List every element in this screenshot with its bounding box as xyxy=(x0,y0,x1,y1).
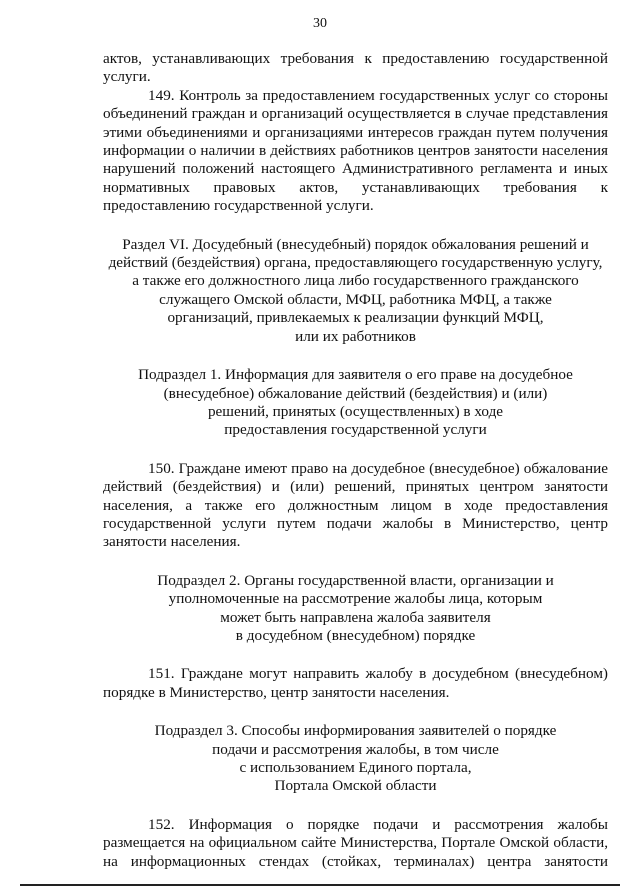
heading-line: в досудебном (внесудебном) порядке xyxy=(235,626,476,644)
paragraph-149: 149. Контроль за предоставлением государственных услуг со стороны объединений граждан и организаций осуществляется в случае представления этими объединениями и организациями интересов граждан путем получения информации о наличии в действиях работников центров занятости населения нарушений положений настоящего Административного регламента и иных нормативных правовых актов, устанавливающих требования к предоставлению государственной услуги. xyxy=(103,86,608,215)
heading-line: уполномоченные на рассмотрение жалобы лица, которым xyxy=(168,590,543,608)
page-number: 30 xyxy=(313,16,327,31)
subsection-heading-3 xyxy=(103,722,608,796)
heading-line: Подраздел 1. Информация для заявителя о его праве на досудебное xyxy=(138,366,573,384)
heading-line: Подраздел 2. Органы государственной власти, организации и xyxy=(157,571,554,589)
heading-line: действий (бездействия) органа, предоставляющего государственную услугу, xyxy=(108,254,603,272)
heading-line: может быть направлена жалоба заявителя xyxy=(220,608,491,626)
heading-line: служащего Омской области, МФЦ, работника МФЦ, а также xyxy=(159,290,552,308)
subsection-heading-1 xyxy=(103,366,608,440)
paragraph-150: 150. Граждане имеют право на досудебное (внесудебное) обжалование действий (бездействия) и (или) решений, принятых центром занятости населения, а также его должностным лицом в ходе предоставления государственной услуги путем подачи жалобы в Министерство, центр занятости населения. xyxy=(103,459,608,551)
paragraph-151: 151. Граждане могут направить жалобу в досудебном (внесудебном) порядке в Министерство, центр занятости населения. xyxy=(103,665,608,701)
heading-line: решений, принятых (осуществленных) в ходе xyxy=(207,402,504,420)
heading-line: Подраздел 3. Способы информирования заявителей о порядке xyxy=(154,722,557,740)
paragraph-continuation: актов, устанавливающих требования к предоставлению государственной услуги. xyxy=(103,50,608,86)
heading-line: Раздел VI. Досудебный (внесудебный) порядок обжалования решений и xyxy=(122,235,589,253)
document-body xyxy=(103,50,608,871)
heading-line: организаций, привлекаемых к реализации функций МФЦ, xyxy=(167,309,544,327)
heading-line: с использованием Единого портала, xyxy=(239,759,472,776)
section-heading-vi xyxy=(103,236,608,346)
heading-line: а также его должностного лица либо государственного гражданского xyxy=(132,272,579,290)
heading-line: Портала Омской области xyxy=(274,777,437,795)
subsection-heading-2 xyxy=(103,572,608,646)
paragraph-152: 152. Информация о порядке подачи и рассмотрения жалобы размещается на официальном сайте Министерства, Портале Омской области, на информационных стендах (стойках, терминалах) центра занятости xyxy=(103,815,608,870)
heading-line: подачи и рассмотрения жалобы, в том числе xyxy=(212,740,499,758)
heading-line: (внесудебное) обжалование действий (бездействия) и (или) xyxy=(163,384,548,402)
heading-line: предоставления государственной услуги xyxy=(224,421,487,439)
scan-edge-line xyxy=(20,884,620,886)
heading-line: или их работников xyxy=(295,327,416,345)
